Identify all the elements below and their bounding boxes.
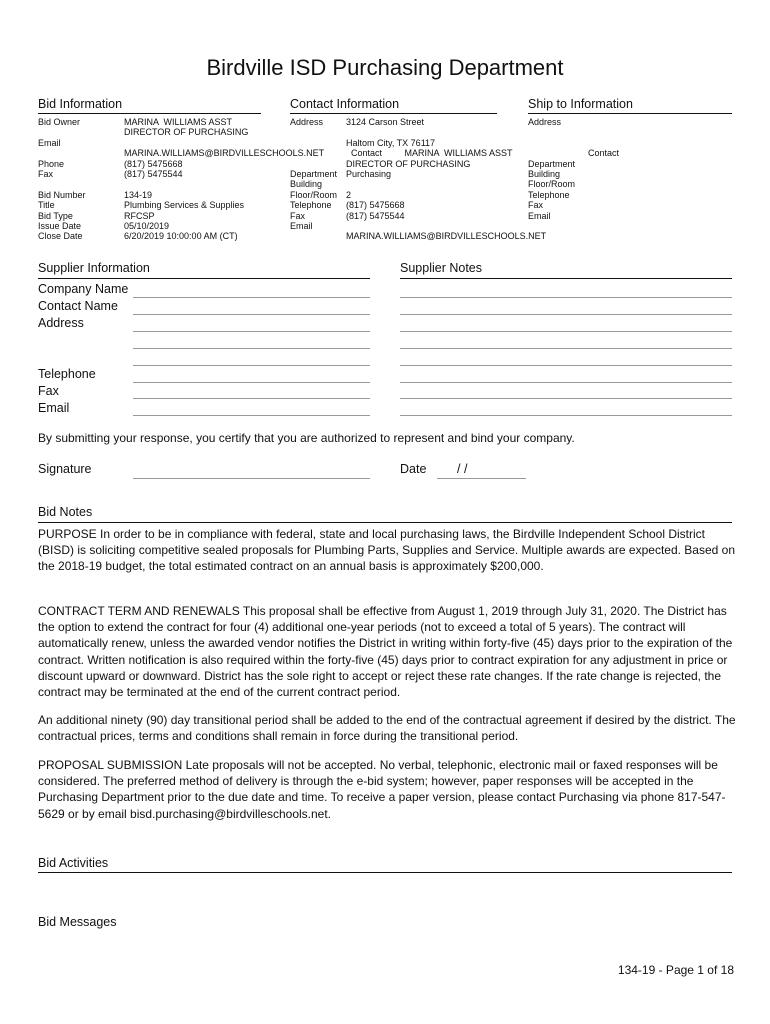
bid-info-value: Plumbing Services & Supplies xyxy=(124,200,245,211)
bid-info-label xyxy=(38,179,86,189)
contact-info-label xyxy=(290,127,337,137)
bid-info-label: Fax xyxy=(38,169,54,180)
ship-info-label: Telephone xyxy=(528,189,570,200)
contact-info-value: 3124 Carson Street xyxy=(346,117,425,127)
supplier-info-heading: Supplier Information xyxy=(38,261,150,275)
bid-info-value: 6/20/2019 10:00:00 AM (CT) xyxy=(124,231,238,242)
signature-field[interactable] xyxy=(133,478,370,479)
supplier-field-label: Telephone xyxy=(38,367,96,381)
ship-info-label xyxy=(528,138,575,148)
contact-info-label: Email xyxy=(290,221,313,232)
contact-info-values xyxy=(346,117,546,242)
ship-info-heading: Ship to Information xyxy=(528,97,633,111)
ship-info-labels xyxy=(528,117,575,221)
bid-info-label xyxy=(38,148,86,158)
supplier-fields xyxy=(38,281,128,417)
bid-info-label xyxy=(38,127,86,137)
address-field-3[interactable] xyxy=(133,365,370,366)
page-title: Birdville ISD Purchasing Department xyxy=(206,55,564,80)
contact-info-rule xyxy=(290,113,497,114)
contact-info-label: Telephone xyxy=(290,200,332,211)
supplier-field-label: Address xyxy=(38,316,84,330)
address-field-2[interactable] xyxy=(133,348,370,349)
contact-info-value: 2 xyxy=(346,189,352,200)
contact-info-value: DIRECTOR OF PURCHASING xyxy=(346,158,471,169)
bid-info-label: Close Date xyxy=(38,231,83,242)
supplier-notes-line[interactable] xyxy=(400,331,732,332)
bid-activities-rule xyxy=(38,872,732,873)
contact-info-value xyxy=(346,127,546,137)
company-name-field[interactable] xyxy=(133,297,370,298)
contact-info-value: (817) 5475668 xyxy=(346,200,405,211)
bid-notes-rule xyxy=(38,522,732,523)
ship-info-label: Floor/Room xyxy=(528,179,576,190)
supplier-notes-line[interactable] xyxy=(400,297,732,298)
bid-info-value: MARINA.WILLIAMS@BIRDVILLESCHOOLS.NET xyxy=(124,148,325,159)
supplier-field-label: Contact Name xyxy=(38,299,118,313)
supplier-field-label: Company Name xyxy=(38,282,129,296)
telephone-field[interactable] xyxy=(133,382,370,383)
bid-notes-transitional: An additional ninety (90) day transitional period shall be added to the end of the contractual agreement if desired by the district. The contractual prices, terms and conditions shall remain in force during the transitional period. xyxy=(38,713,736,744)
contact-info-value: Haltom City, TX 76117 xyxy=(346,137,436,148)
bid-info-value: MARINA WILLIAMS ASST xyxy=(124,117,233,127)
supplier-notes-line[interactable] xyxy=(400,348,732,349)
bid-notes-contract-term: CONTRACT TERM AND RENEWALS This proposal shall be effective from August 1, 2019 through July 31, 2020. The District has the option to extend the contract for four (4) additional one-year periods (not to exceed a total of 5 years). The contract will automatically renew, unless the awarded vendor notifies the District in writing within forty-five (45) days prior to the expiration of the contract. Written notification is also required within the forty-five (45) days prior to contract expiration for any adjustment in price or discount upward or downward. District has the sole right to accept or reject these rate changes. If the rate change is rejected, the contract may be terminated at the end of the current contract period. xyxy=(38,604,733,700)
signature-label: Signature xyxy=(38,462,92,476)
supplier-notes-line[interactable] xyxy=(400,382,732,383)
contact-info-value: Purchasing xyxy=(346,169,392,180)
bid-notes-heading: Bid Notes xyxy=(38,505,93,519)
contact-info-label xyxy=(290,159,337,169)
contact-info-label: Fax xyxy=(290,210,306,221)
email-field[interactable] xyxy=(133,415,370,416)
date-slashes: / / xyxy=(457,462,468,476)
contact-info-heading: Contact Information xyxy=(290,97,400,111)
contact-info-value: Contact MARINA WILLIAMS ASST xyxy=(346,148,513,159)
contact-info-label xyxy=(290,148,337,158)
bid-info-value: RFCSP xyxy=(124,210,155,221)
fax-field[interactable] xyxy=(133,398,370,399)
supplier-notes-heading: Supplier Notes xyxy=(400,261,482,275)
contact-info-label xyxy=(290,138,337,148)
bid-info-rule xyxy=(38,113,261,114)
address-field-1[interactable] xyxy=(133,331,370,332)
bid-info-value: (817) 5475544 xyxy=(124,169,183,180)
supplier-info-rule xyxy=(38,278,370,279)
supplier-notes-line[interactable] xyxy=(400,365,732,366)
bid-info-value: (817) 5475668 xyxy=(124,158,183,169)
contact-info-label: Floor/Room xyxy=(290,189,338,200)
contact-info-value: MARINA.WILLIAMS@BIRDVILLESCHOOLS.NET xyxy=(346,231,547,242)
contact-name-field[interactable] xyxy=(133,314,370,315)
contact-info-label: Building xyxy=(290,179,323,190)
ship-info-label: Email xyxy=(528,210,551,221)
bid-info-value: 134-19 xyxy=(124,189,153,200)
bid-info-label: Bid Owner xyxy=(38,117,81,127)
bid-info-label: Bid Number xyxy=(38,189,86,200)
bid-notes-submission: PROPOSAL SUBMISSION Late proposals will not be accepted. No verbal, telephonic, electronic mail or faxed responses will be considered. The preferred method of delivery is through the e-bid system; however, paper responses will be accepted in the Purchasing Department prior to the due date and time. To receive a paper version, please contact Purchasing via phone 817-547-5629 or by email bisd.purchasing@birdvilleschools.net. xyxy=(38,758,726,821)
bid-activities-heading: Bid Activities xyxy=(38,856,109,870)
ship-info-label: Department xyxy=(528,158,576,169)
date-label: Date xyxy=(400,462,427,476)
date-field[interactable] xyxy=(437,478,526,479)
contact-info-label: Address xyxy=(290,117,324,127)
bid-info-label: Title xyxy=(38,200,55,211)
contact-info-value xyxy=(346,179,546,189)
page-footer: 134-19 - Page 1 of 18 xyxy=(617,963,734,977)
ship-info-label: Building xyxy=(528,169,561,180)
certify-text: By submitting your response, you certify that you are authorized to represent and bind your company. xyxy=(38,431,575,445)
supplier-notes-line[interactable] xyxy=(400,415,732,416)
supplier-field-label: Fax xyxy=(38,384,59,398)
bid-info-labels xyxy=(38,117,86,242)
bid-info-label: Phone xyxy=(38,158,65,169)
ship-info-rule xyxy=(528,113,732,114)
bid-info-value: 05/10/2019 xyxy=(124,221,170,232)
ship-info-label xyxy=(528,127,575,137)
contact-info-value xyxy=(346,221,546,231)
ship-info-label: Address xyxy=(528,117,562,127)
bid-info-label: Email xyxy=(38,137,61,148)
supplier-notes-line[interactable] xyxy=(400,314,732,315)
supplier-field-label xyxy=(38,349,128,366)
supplier-field-label: Email xyxy=(38,401,70,415)
supplier-field-label xyxy=(38,332,128,349)
bid-info-value: DIRECTOR OF PURCHASING xyxy=(124,127,249,138)
bid-info-label: Bid Type xyxy=(38,210,73,221)
ship-info-label: Fax xyxy=(528,200,544,211)
ship-contact-label: Contact xyxy=(588,148,620,158)
bid-info-label: Issue Date xyxy=(38,221,82,232)
ship-info-label xyxy=(528,148,575,158)
supplier-notes-line[interactable] xyxy=(400,398,732,399)
supplier-notes-rule xyxy=(400,278,732,279)
bid-notes-purpose: PURPOSE In order to be in compliance with federal, state and local purchasing laws, the Birdville Independent School District (BISD) is soliciting competitive sealed proposals for Plumbing Parts, Supplies and Service. Multiple awards are expected. Based on the 2018-19 budget, the total estimated contract on an annual basis is approximately $200,000. xyxy=(38,527,736,574)
contact-info-labels xyxy=(290,117,337,231)
bid-messages-heading: Bid Messages xyxy=(38,915,117,929)
contact-info-label: Department xyxy=(290,169,338,180)
bid-info-heading: Bid Information xyxy=(38,97,123,111)
contact-info-value: (817) 5475544 xyxy=(346,210,405,221)
